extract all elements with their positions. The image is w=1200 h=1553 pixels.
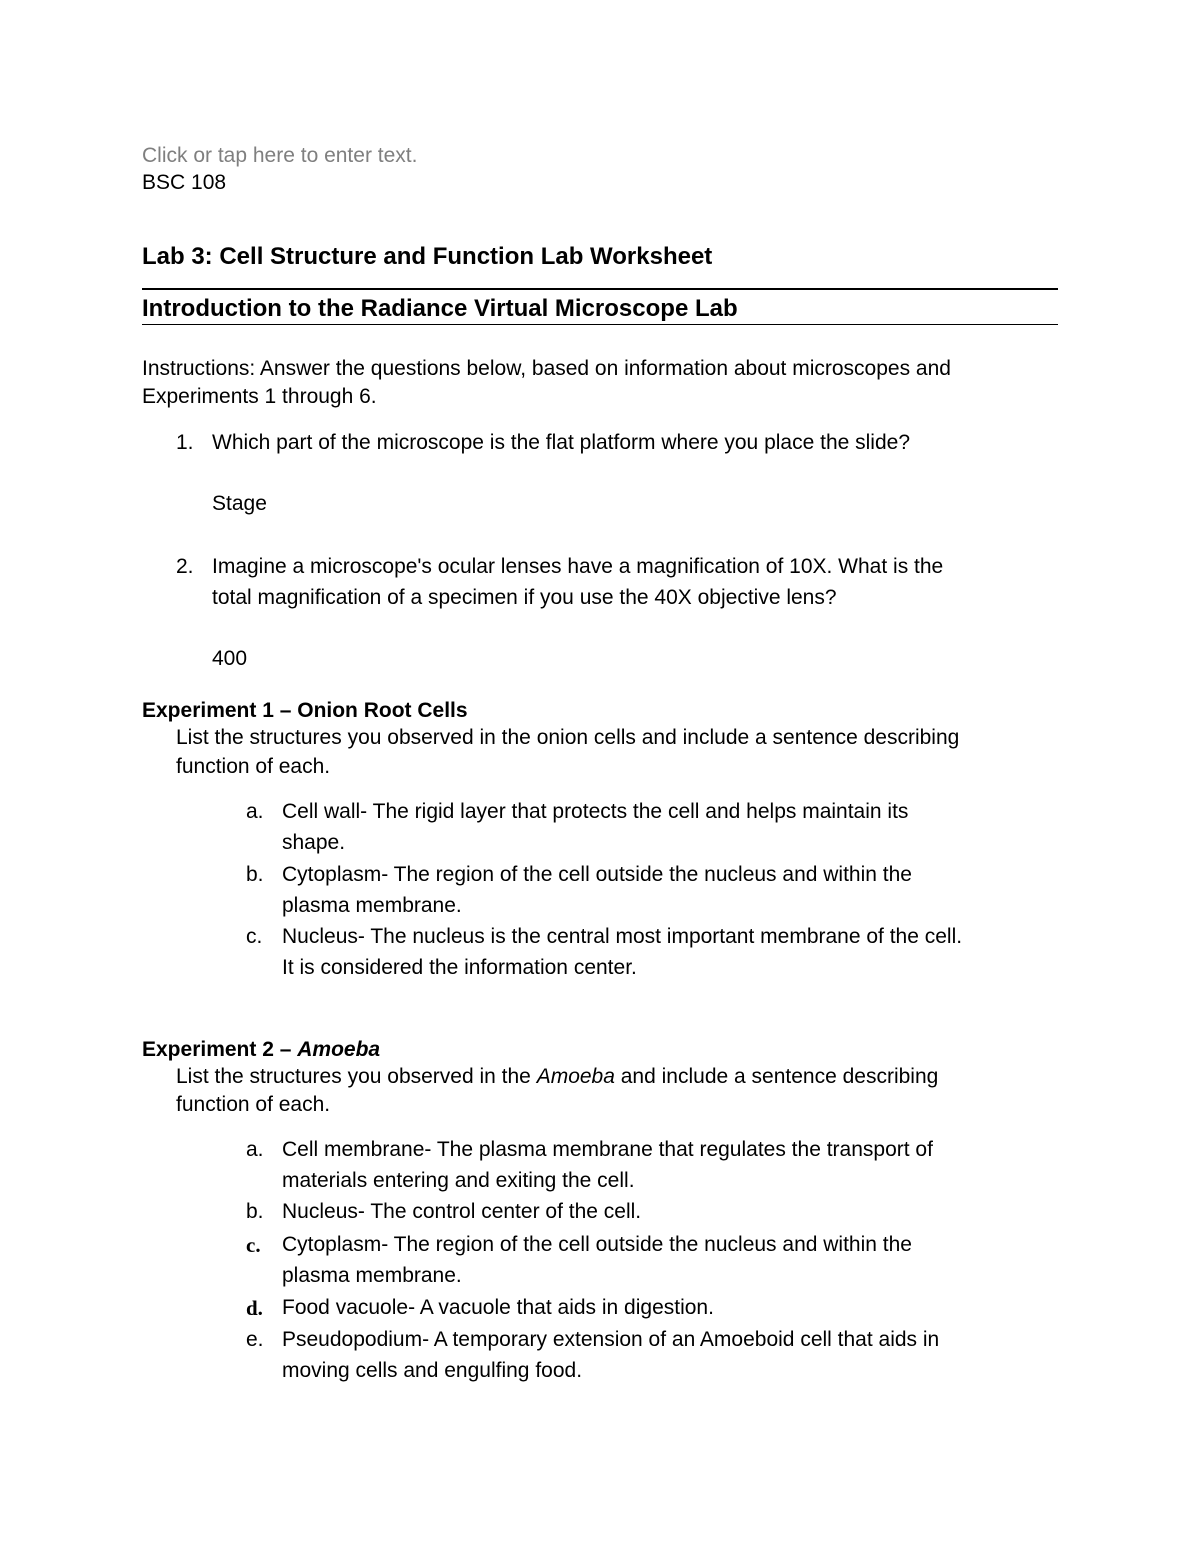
- subtitle-divider: [142, 324, 1058, 325]
- prompt-organism: Amoeba: [536, 1065, 615, 1088]
- list-item-text[interactable]: Food vacuole- A vacuole that aids in digestion.: [282, 1296, 714, 1319]
- experiment-1-prompt-continued: function of each.: [176, 755, 331, 778]
- list-item-text-continued[interactable]: materials entering and exiting the cell.: [282, 1169, 635, 1192]
- name-placeholder-field[interactable]: Click or tap here to enter text.: [142, 144, 418, 167]
- list-marker: e.: [246, 1328, 264, 1351]
- title-divider: [142, 288, 1058, 290]
- experiment-2-heading-organism: Amoeba: [297, 1038, 381, 1061]
- list-item-text[interactable]: Cell wall- The rigid layer that protects the cell and helps maintain its: [282, 800, 909, 823]
- course-code: BSC 108: [142, 171, 227, 194]
- list-marker: c.: [246, 925, 263, 948]
- list-item-text-continued[interactable]: moving cells and engulfing food.: [282, 1359, 583, 1382]
- question-number: 1.: [176, 431, 194, 454]
- page-title: Lab 3: Cell Structure and Function Lab Worksheet: [142, 243, 713, 270]
- answer-text[interactable]: Stage: [212, 492, 267, 515]
- list-item-text[interactable]: Cell membrane- The plasma membrane that regulates the transport of: [282, 1138, 933, 1161]
- list-marker: d.: [246, 1296, 263, 1320]
- experiment-2-prompt: [176, 1062, 938, 1092]
- prompt-post: and include a sentence describing: [614, 1065, 939, 1088]
- list-marker: a.: [246, 800, 264, 823]
- list-item-text[interactable]: Cytoplasm- The region of the cell outside the nucleus and within the: [282, 863, 912, 886]
- question-text: Imagine a microscope's ocular lenses have a magnification of 10X. What is the: [212, 555, 944, 578]
- page-subtitle: Introduction to the Radiance Virtual Microscope Lab: [142, 295, 738, 322]
- experiment-2-heading: [142, 1035, 380, 1065]
- list-marker: c.: [246, 1233, 261, 1257]
- list-marker: a.: [246, 1138, 264, 1161]
- question-number: 2.: [176, 555, 194, 578]
- experiment-2-prompt-continued: function of each.: [176, 1093, 331, 1116]
- instructions-line-1: Instructions: Answer the questions below, based on information about microscopes and: [142, 357, 951, 380]
- prompt-pre: List the structures you observed in the: [176, 1065, 537, 1088]
- list-item-text[interactable]: Nucleus- The control center of the cell.: [282, 1200, 642, 1223]
- list-item-text-continued[interactable]: It is considered the information center.: [282, 956, 637, 979]
- experiment-1-heading: Experiment 1 – Onion Root Cells: [142, 699, 468, 722]
- list-item-text-continued[interactable]: plasma membrane.: [282, 1264, 462, 1287]
- list-item-text[interactable]: Nucleus- The nucleus is the central most important membrane of the cell.: [282, 925, 963, 948]
- experiment-1-prompt: List the structures you observed in the onion cells and include a sentence describing: [176, 726, 960, 749]
- question-text: Which part of the microscope is the flat platform where you place the slide?: [212, 431, 911, 454]
- list-item-text-continued[interactable]: shape.: [282, 831, 346, 854]
- answer-text[interactable]: 400: [212, 647, 248, 670]
- question-text-continued: total magnification of a specimen if you use the 40X objective lens?: [212, 586, 837, 609]
- list-marker: b.: [246, 863, 264, 886]
- instructions-line-2: Experiments 1 through 6.: [142, 385, 377, 408]
- list-item-text[interactable]: Pseudopodium- A temporary extension of an Amoeboid cell that aids in: [282, 1328, 940, 1351]
- experiment-2-heading-prefix: Experiment 2 –: [142, 1038, 298, 1061]
- list-item-text[interactable]: Cytoplasm- The region of the cell outside the nucleus and within the: [282, 1233, 912, 1256]
- list-marker: b.: [246, 1200, 264, 1223]
- list-item-text-continued[interactable]: plasma membrane.: [282, 894, 462, 917]
